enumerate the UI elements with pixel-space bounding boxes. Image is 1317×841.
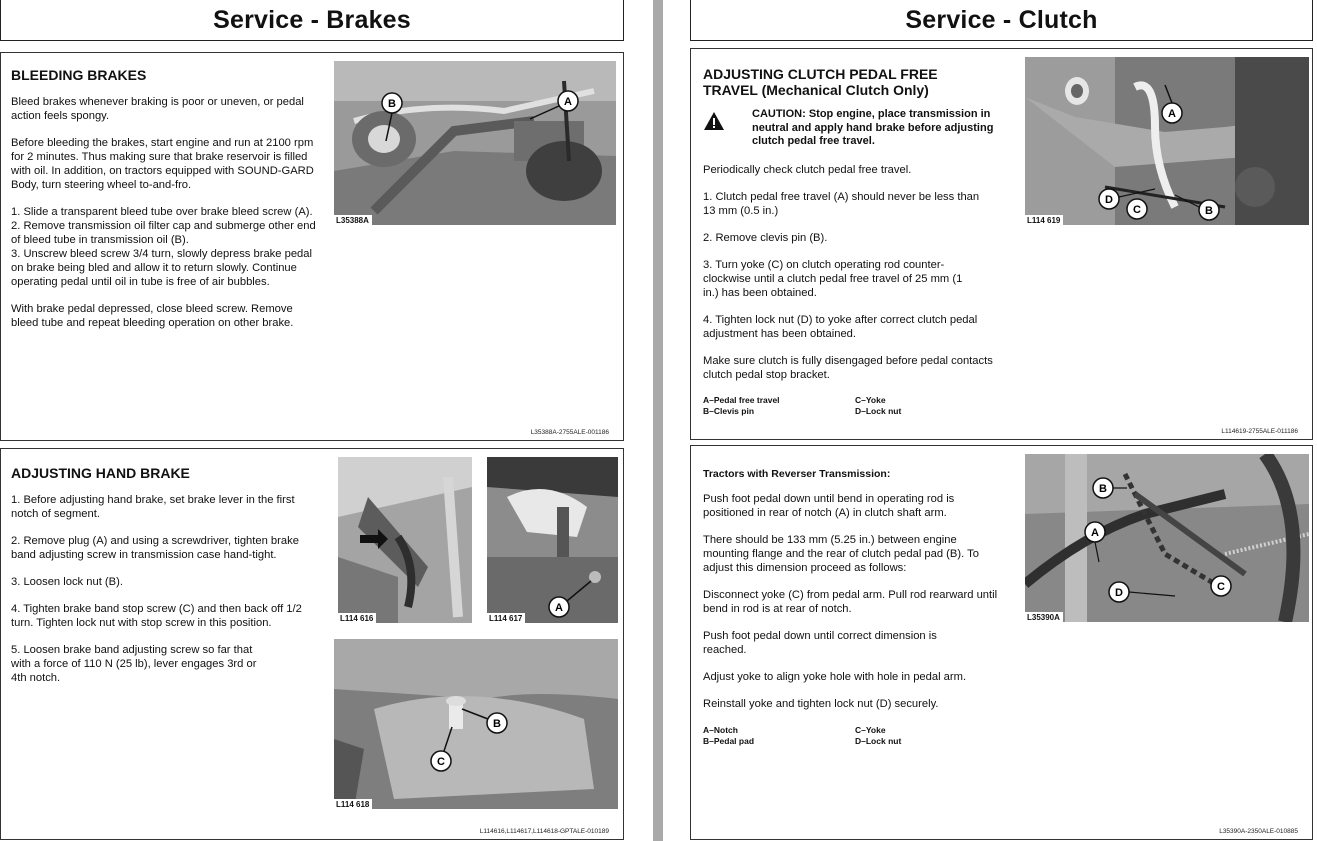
paragraph: Adjust yoke to align yoke hole with hole in pedal arm.: [703, 671, 967, 683]
page-header: [690, 0, 1313, 41]
paragraph: Push foot pedal down until correct dimension is reached.: [703, 630, 937, 656]
photo-caption: L114 619: [1025, 215, 1063, 225]
legend-col-2: [855, 395, 901, 417]
paragraph: With brake pedal depressed, close bleed screw. Remove bleed tube and repeat bleeding operation on other brake.: [11, 303, 294, 329]
paragraph: Before bleeding the brakes, start engine and run at 2100 rpm for 2 minutes. Thus making sure that brake reservoir is filled with oil. In addition, on tractors equipped with SOUND-GARD Body, turn steering wheel to-and-fro.: [11, 137, 314, 191]
legend-item: C–Yoke: [855, 395, 886, 405]
step: 4. Tighten lock nut (D) to yoke after correct clutch pedal adjustment has been obtained.: [703, 314, 978, 340]
paragraph: Make sure clutch is fully disengaged before pedal contacts clutch pedal stop bracket.: [703, 355, 993, 381]
paragraph: Reinstall yoke and tighten lock nut (D) securely.: [703, 698, 939, 710]
callout-b: B: [1099, 483, 1107, 495]
paragraph: Periodically check clutch pedal free travel.: [703, 164, 912, 176]
legend-item: B–Clevis pin: [703, 406, 755, 416]
step: 4. Tighten brake band stop screw (C) and then back off 1/2 turn. Tighten lock nut with stop screw in this position.: [11, 603, 302, 629]
hand-brake-section: [0, 448, 624, 840]
paragraph: Bleed brakes whenever braking is poor or uneven, or pedal action feels spongy.: [11, 96, 304, 122]
section-body: [703, 163, 1003, 395]
section-title: [703, 66, 938, 98]
hand-brake-photo-2: [487, 457, 618, 623]
callout-c: C: [1133, 204, 1141, 216]
warning-icon: [703, 111, 725, 131]
page-title: Service - Brakes: [213, 5, 411, 34]
callout-b: B: [1205, 205, 1213, 217]
photo-caption: L35390A: [1025, 612, 1063, 622]
bleeding-brakes-section: [0, 52, 624, 441]
page-title: Service - Clutch: [905, 5, 1098, 34]
photo-caption: L35388A: [334, 215, 372, 225]
callout-d: D: [1115, 587, 1123, 599]
section-body: [703, 492, 1003, 724]
step: 1. Slide a transparent bleed tube over brake bleed screw (A).: [11, 206, 313, 218]
paragraph: Push foot pedal down until bend in operating rod is positioned in rear of notch (A) in clutch shaft arm.: [703, 493, 955, 519]
step: 1. Clutch pedal free travel (A) should never be less than 13 mm (0.5 in.): [703, 191, 980, 217]
section-title-line1: ADJUSTING CLUTCH PEDAL FREE: [703, 66, 938, 82]
legend-col-1: [703, 395, 780, 417]
section-body: [11, 95, 319, 343]
callout-a: A: [555, 602, 563, 614]
bleeding-photo: [334, 61, 616, 225]
callout-a: A: [1168, 108, 1176, 120]
legend-item: A–Pedal free travel: [703, 395, 780, 405]
reference-code: L35390A-2350ALE-010885: [1219, 828, 1298, 835]
gutter-bar: [653, 0, 663, 841]
callout-b: B: [388, 98, 396, 110]
reverser-photo: [1025, 454, 1309, 622]
section-title: BLEEDING BRAKES: [11, 67, 147, 83]
photo-caption: L114 616: [338, 613, 376, 623]
reference-code: L35388A-2755ALE-001186: [530, 429, 609, 436]
step: 1. Before adjusting hand brake, set brake lever in the first notch of segment.: [11, 494, 295, 520]
legend-item: A–Notch: [703, 725, 738, 735]
reverser-section: [690, 445, 1313, 840]
section-title-line2: TRAVEL (Mechanical Clutch Only): [703, 82, 929, 98]
legend-col-2: [855, 725, 901, 747]
step: 2. Remove clevis pin (B).: [703, 232, 828, 244]
step: 5. Loosen brake band adjusting screw so far that with a force of 110 N (25 lb), lever engages 3rd or 4th notch.: [11, 644, 257, 684]
clutch-photo: [1025, 57, 1309, 225]
step: 2. Remove transmission oil filter cap and submerge other end of bleed tube in transmission oil (B).: [11, 220, 316, 246]
step: 3. Loosen lock nut (B).: [11, 576, 123, 588]
clutch-free-travel-section: [690, 48, 1313, 440]
step: 3. Turn yoke (C) on clutch operating rod counter-clockwise until a clutch pedal free travel of 25 mm (1 in.) has been obtained.: [703, 259, 963, 299]
paragraph: There should be 133 mm (5.25 in.) between engine mounting flange and the rear of clutch pedal pad (B). To adjust this dimension proceed as follows:: [703, 534, 979, 574]
step: 3. Unscrew bleed screw 3/4 turn, slowly depress brake pedal on brake being bled and allow it to return slowly. Continue operating pedal until oil in tube is free of air bubbles.: [11, 248, 312, 288]
legend-item: D–Lock nut: [855, 406, 902, 416]
page-gutter: [628, 0, 690, 841]
reference-code: L114616,L114617,L114618-GPTALE-010189: [479, 828, 609, 835]
callout-d: D: [1105, 194, 1113, 206]
right-page: [690, 0, 1317, 841]
callout-a: A: [564, 96, 572, 108]
callout-c: C: [437, 756, 445, 768]
hand-brake-photo-1: [338, 457, 472, 623]
left-page: [0, 0, 628, 841]
step: 2. Remove plug (A) and using a screwdriver, tighten brake band adjusting screw in transmission case hand-tight.: [11, 535, 299, 561]
paragraph: Disconnect yoke (C) from pedal arm. Pull rod rearward until bend in rod is at rear of notch.: [703, 589, 998, 615]
page-header: [0, 0, 624, 41]
reference-code: L114619-2755ALE-011186: [1221, 428, 1298, 435]
hand-brake-photo-3: [334, 639, 618, 809]
legend-col-1: [703, 725, 754, 747]
legend-item: C–Yoke: [855, 725, 886, 735]
legend-item: D–Lock nut: [855, 736, 902, 746]
callout-c: C: [1217, 581, 1225, 593]
section-title: Tractors with Reverser Transmission:: [703, 468, 891, 480]
legend-item: B–Pedal pad: [703, 736, 755, 746]
section-title: ADJUSTING HAND BRAKE: [11, 465, 190, 481]
caution-text: CAUTION: Stop engine, place transmission in neutral and apply hand brake before adjusting clutch pedal free travel.: [752, 108, 994, 147]
callout-b: B: [493, 718, 501, 730]
photo-caption: L114 618: [334, 799, 372, 809]
section-body: [11, 493, 311, 698]
photo-caption: L114 617: [487, 613, 525, 623]
callout-a: A: [1091, 527, 1099, 539]
